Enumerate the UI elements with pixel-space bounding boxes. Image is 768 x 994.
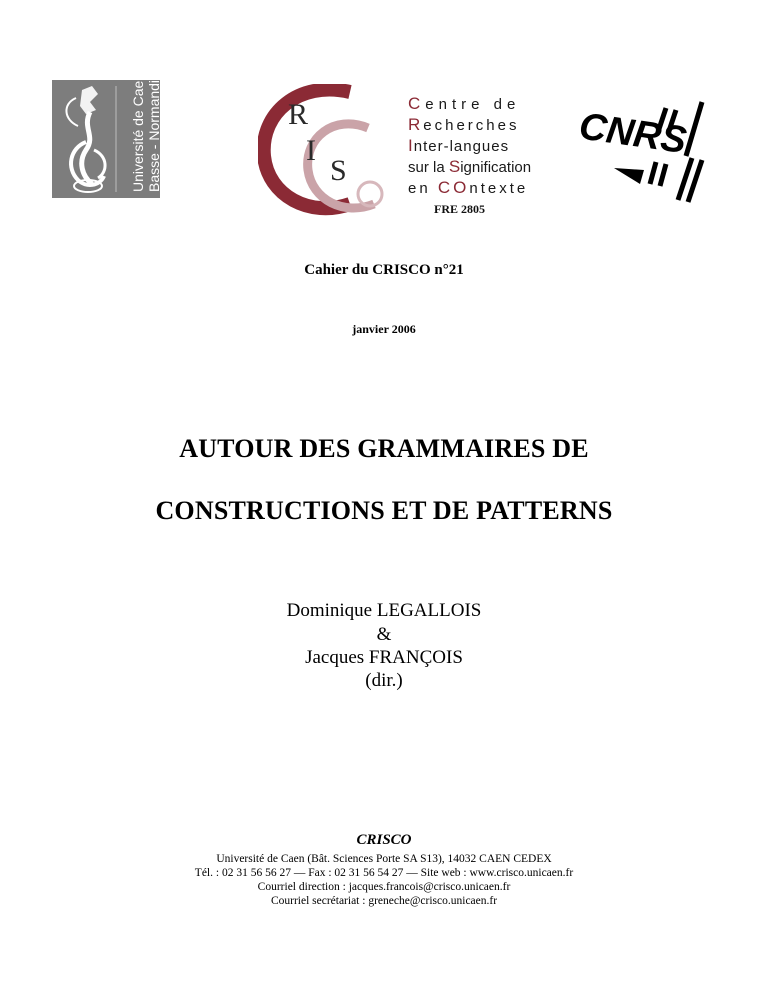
cahier-number: Cahier du CRISCO n°21	[304, 262, 464, 278]
footer-organization: CRISCO	[356, 832, 412, 848]
footer-phone-fax-web: Tél. : 02 31 56 56 27 — Fax : 02 31 56 54 27 — Site web : www.crisco.unicaen.fr	[194, 867, 574, 879]
author-francois: Jacques FRANÇOIS	[305, 647, 463, 668]
cnrs-logo	[574, 100, 714, 210]
crisco-monogram-i: I	[306, 134, 316, 167]
author-legallois: Dominique LEGALLOIS	[286, 600, 482, 621]
publication-date: janvier 2006	[352, 322, 416, 336]
crisco-fre-label: FRE 2805	[434, 202, 485, 216]
author-separator: &	[376, 624, 392, 645]
footer-email-direction: Courriel direction : jacques.francois@crisco.unicaen.fr	[257, 881, 511, 893]
crisco-monogram-s: S	[330, 154, 347, 187]
document-title-line2: CONSTRUCTIONS ET DE PATTERNS	[155, 496, 613, 525]
crisco-line-centre: Centre de	[408, 94, 521, 113]
footer-address: Université de Caen (Bât. Sciences Porte SA S13), 14032 CAEN CEDEX	[216, 853, 552, 865]
crisco-line-contexte: en COntexte	[408, 178, 529, 197]
crisco-monogram-icon	[258, 84, 408, 224]
cnrs-emblem-icon	[574, 100, 714, 210]
crisco-line-signification: sur la Signification	[408, 157, 532, 176]
crisco-monogram-r: R	[288, 98, 309, 131]
document-title-line1: AUTOUR DES GRAMMAIRES DE	[179, 434, 589, 463]
crisco-line-recherches: Recherches	[408, 115, 520, 134]
caen-logo-line2: Basse - Normandie	[146, 72, 162, 192]
editor-role: (dir.)	[365, 670, 403, 691]
crisco-logo	[258, 84, 532, 224]
caen-logo-line1: Université de Caen	[130, 72, 146, 192]
crisco-line-interlangues: Inter-langues	[408, 136, 510, 155]
universite-caen-logo	[52, 72, 162, 198]
footer-email-secretariat: Courriel secrétariat : greneche@crisco.unicaen.fr	[270, 895, 498, 907]
cnrs-logo-text: CNRS	[576, 105, 689, 163]
